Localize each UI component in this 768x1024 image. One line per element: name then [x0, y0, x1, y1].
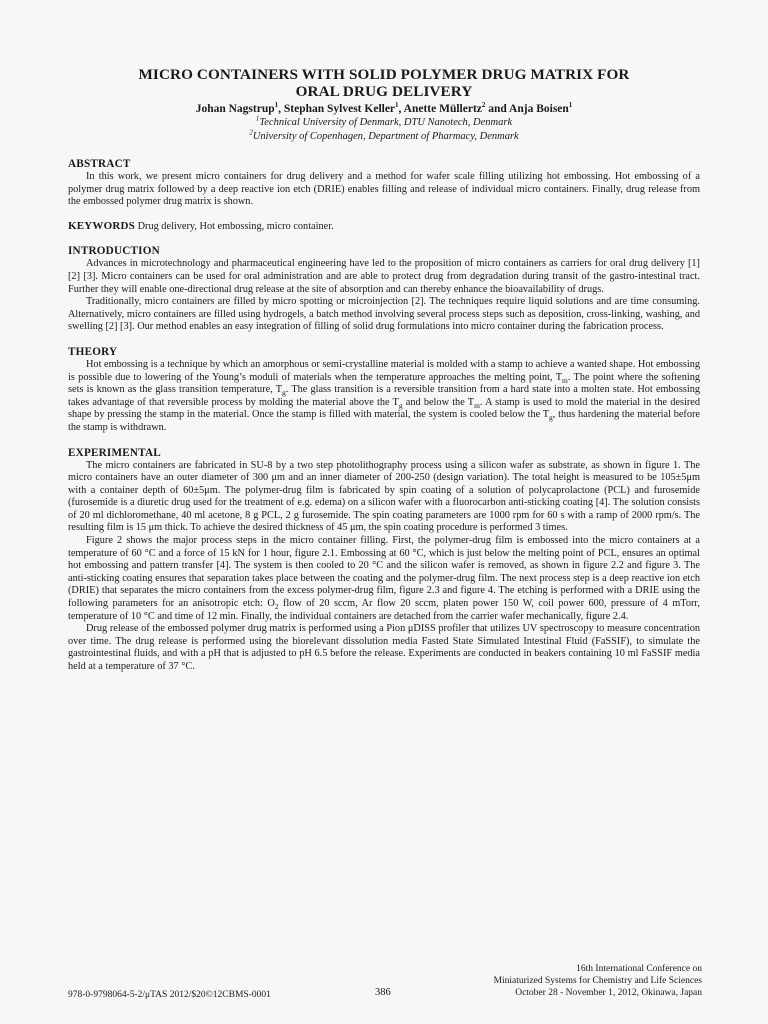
theory-text-5: . A stamp is used to mold the material in the desired shape by pressing the stamp in the material. Once the stamp is filled with material, the system is cooled below the T — [68, 396, 700, 421]
conference-line-2: Miniaturized Systems for Chemistry and Life Sciences — [493, 976, 702, 986]
experimental-text-2a: Figure 2 shows the major process steps in the micro container filling. First, the polymer-drug film is embossed into the micro containers at a temperature of 60 °C and a force of 15 kN for 1 hour, figure 2.1. Embossing at 60 °C, which is just below the melting point of PCL, ensures an optimal hot embossing and pattern transfer [4]. The system is then cooled to 20 °C and the silicon wafer is removed, as shown in figure 2.2 and figure 3. The anti-sticking coating ensures that separation takes place between the coating and the polymer-drug film. The next process step is a deep reactive ion etch (DRIE) that separates the micro containers from the excess polymer-drug film, figure 2.3 and figure 4. The etching is performed with a DRIE using the following parameters for an anisotropic etch: O — [68, 535, 700, 610]
theory-paragraph — [68, 359, 700, 435]
affiliation-2 — [68, 130, 700, 144]
tg-subscript: g — [282, 388, 286, 398]
footer-isbn: 978-0-9798064-5-2/μTAS 2012/$20©12CBMS-0001 — [68, 990, 271, 1000]
conference-line-1: 16th International Conference on — [576, 964, 702, 974]
affiliation-2-mark: 2 — [249, 128, 253, 137]
introduction-heading: INTRODUCTION — [68, 245, 160, 258]
author-2: , Stephan Sylvest Keller — [278, 103, 396, 115]
author-4: and Anja Boisen — [485, 103, 569, 115]
theory-text-6: , thus hardening the material before the stamp is withdrawn. — [68, 409, 700, 433]
tg-subscript: g — [549, 413, 553, 423]
keywords-label: KEYWORDS — [68, 219, 135, 232]
introduction-paragraph-2: Traditionally, micro containers are filled by micro spotting or microinjection [2]. The techniques require liquid solutions and are time consuming. Alternatively, micro containers are filled using hydrogels, a batch method involving several process steps such as deposition, cross-linking, washing, and swelling [2] [3]. Our method enables an easy integration of filling of solid drug formulations into micro container during the fabrication process. — [68, 296, 700, 333]
author-1-affil: 1 — [274, 101, 279, 110]
experimental-text-2b: flow of 20 sccm, Ar flow 20 sccm, platen power 150 W, coil power 600, pressure of 4 mTorr, temperature of 10 °C and time of 12 min. Finally, the individual containers are detached from the carrier wafer mechanically, figure 2.4. — [68, 598, 701, 622]
title-line-2: ORAL DRUG DELIVERY — [295, 83, 473, 100]
experimental-paragraph-3: Drug release of the embossed polymer drug matrix is performed using a Pion μDISS profiler that utilizes UV spectroscopy to measure concentration over time. The drug release is performed using the biorelevant dissolution media Fasted State Simulated Intestinal Fluid (FaSSIF), to simulate the gastrointestinal fluids, and with a pH that is adjusted to pH 6.5 before the release. Experiments are conducted in beakers containing 10 ml FaSSIF media held at a temperature of 37 °C. — [68, 623, 700, 672]
theory-text-3: . The glass transition is a reversible transition from a hard state into a molten state. Hot embossing takes advantage of that reversible process by molding the material above the T — [68, 384, 700, 408]
author-3: , Anette Müllertz — [398, 103, 482, 115]
paper-title — [68, 66, 700, 100]
o2-subscript: 2 — [274, 602, 279, 612]
conference-info — [494, 963, 702, 999]
experimental-paragraph-1: The micro containers are fabricated in SU-8 by a two step photolithography process using a silicon wafer as substrate, as shown in figure 1. The micro containers have an outer diameter of 300 μm and an inner diameter of 200-250 (design variation). The total height is measured to be 105±5μm with a container depth of 60±5μm. The polymer-drug film is fabricated by spin coating of a solution of polycaprolactone (PCL) and furosemide (furosemide is a diuretic drug used for the treatment of e.g. edema) on a silicon wafer with a fluorocarbon anti-sticking coating [4]. The solution consists of 20 ml dichloromethane, 40 ml acetone, 8 g PCL, 2 g furosemide. The spin coating parameters are 1000 rpm for 60 s with a ramp of 2000 rpm/s. The resulting film is 15 μm thick. To achieve the desired thickness of 45 μm, the spin coating procedure is performed 3 times. — [68, 459, 700, 534]
affiliation-1-mark: 1 — [255, 114, 260, 123]
tm-subscript: m — [562, 375, 568, 385]
author-list — [68, 102, 700, 116]
abstract-text: In this work, we present micro containers for drug delivery and a method for wafer scale filling utilizing hot embossing. Hot embossing of a polymer drug matrix followed by a deep reactive ion etch (DRIE) enables filling and release of individual micro containers. Finally, drug release from the embossed polymer drug matrix is shown. — [68, 171, 700, 208]
abstract-heading: ABSTRACT — [68, 158, 131, 170]
author-1: Johan Nagstrup — [195, 103, 275, 115]
theory-text-2: . The point where the softening sets is known as the glass transition temperature, T — [68, 371, 700, 396]
paper-page — [68, 66, 700, 674]
affiliation-2-text: University of Copenhagen, Department of Pharmacy, Denmark — [252, 131, 519, 142]
introduction-paragraph-1: Advances in microtechnology and pharmaceutical engineering have led to the proposition of micro containers as carriers for oral drug delivery [1] [2] [3]. Micro containers can be used for oral administration and are able to protect drug from degradation during transit of the gastro-intestinal tract. Further they will enable one-directional drug release at the site of absorption and can thereby enhance the bioavailability of drugs. — [68, 258, 700, 295]
page-number: 386 — [375, 987, 391, 998]
theory-text-4: and below the T — [402, 396, 475, 408]
theory-text-1: Hot embossing is a technique by which an amorphous or semi-crystalline material is molded with a stamp to achieve a wanted shape. Hot embossing is possible due to lowering of the Young’s moduli of materials when the temperature approaches the melting point, T — [68, 358, 700, 383]
keywords-text: Drug delivery, Hot embossing, micro container. — [135, 220, 334, 232]
conference-line-3: October 28 - November 1, 2012, Okinawa, Japan — [515, 988, 702, 998]
experimental-paragraph-2 — [68, 535, 700, 623]
title-line-1: MICRO CONTAINERS WITH SOLID POLYMER DRUG MATRIX FOR — [138, 66, 630, 83]
keywords — [68, 220, 700, 234]
author-2-affil: 1 — [395, 101, 399, 110]
affiliation-1 — [68, 116, 700, 130]
author-4-affil: 1 — [568, 101, 573, 110]
tm-subscript: m — [474, 400, 480, 410]
experimental-heading: EXPERIMENTAL — [68, 446, 161, 459]
theory-heading: THEORY — [68, 345, 118, 358]
author-3-affil: 2 — [481, 101, 486, 110]
affiliation-1-text: Technical University of Denmark, DTU Nanotech, Denmark — [259, 117, 513, 128]
tg-subscript: g — [398, 400, 403, 410]
